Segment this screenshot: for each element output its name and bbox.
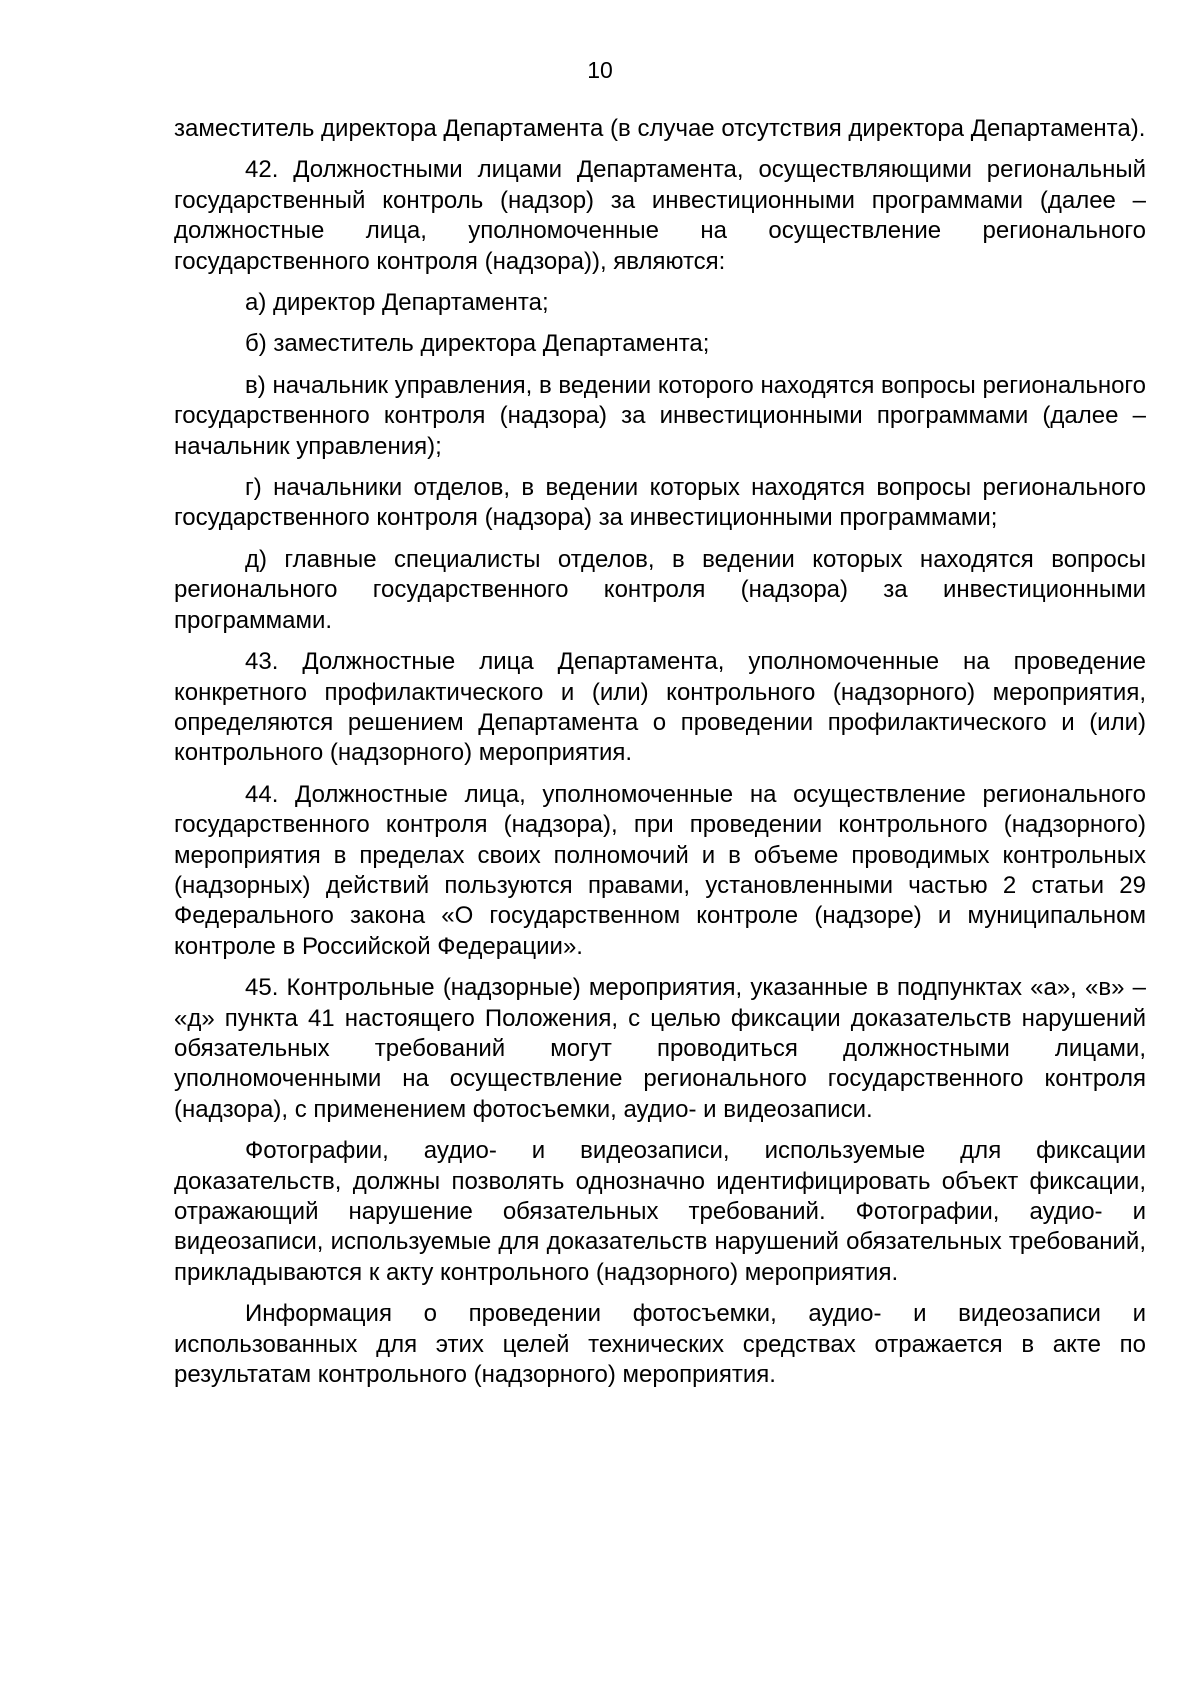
paragraph-45: 45. Контрольные (надзорные) мероприятия, указанные в подпунктах «а», «в» – «д» пункта 41 настоящего Положения, с целью фиксации доказательств нарушений обязательных требований могут проводиться должностными лицами, уполномоченными на осуществление регионального государственного контроля (надзора), с применением фотосъемки, аудио- и видеозаписи. — [174, 974, 1146, 1123]
paragraph-43: 43. Должностные лица Департамента, уполномоченные на проведение конкретного профилактического и (или) контрольного (надзорного) мероприятия, определяются решением Департамента о проведении профилактического и (или) контрольного (надзорного) мероприятия. — [174, 648, 1146, 767]
paragraph-44: 44. Должностные лица, уполномоченные на осуществление регионального государственного контроля (надзора), при проведении контрольного (надзорного) мероприятия в пределах своих полномочий и в объеме проводимых контрольных (надзорных) действий пользуются правами, установленными частью 2 статьи 29 Федерального закона «О государственном контроле (надзоре) и муниципальном контроле в Российской Федерации». — [174, 780, 1146, 960]
paragraph-42-item-b: б) заместитель директора Департамента; — [245, 330, 710, 358]
paragraph-42-item-a: а) директор Департамента; — [245, 289, 549, 317]
paragraph-45-photos: Фотографии, аудио- и видеозаписи, используемые для фиксации доказательств, должны позволять однозначно идентифицировать объект фиксации, отражающий нарушение обязательных требований. Фотографии, аудио- и видеозаписи, используемые для доказательств нарушений обязательных требований, прикладываются к акту контрольного (надзорного) мероприятия. — [174, 1137, 1146, 1286]
page-number: 10 — [587, 57, 613, 83]
paragraph-41-continuation: заместитель директора Департамента (в случае отсутствия директора Департамента). — [174, 115, 1146, 142]
paragraph-42-item-g: г) начальники отделов, в ведении которых находятся вопросы регионального государственного контроля (надзора) за инвестиционными программами; — [174, 474, 1146, 532]
paragraph-42: 42. Должностными лицами Департамента, осуществляющими региональный государственный контроль (надзор) за инвестиционными программами (далее – должностные лица, уполномоченные на осуществление регионального государственного контроля (надзора)), являются: — [174, 156, 1146, 275]
document-body — [174, 114, 1146, 1390]
paragraph-45-information: Информация о проведении фотосъемки, аудио- и видеозаписи и использованных для этих целей технических средствах отражается в акте по результатам контрольного (надзорного) мероприятия. — [174, 1300, 1146, 1389]
paragraph-42-item-d: д) главные специалисты отделов, в ведении которых находятся вопросы регионального государственного контроля (надзора) за инвестиционными программами. — [174, 545, 1146, 634]
paragraph-42-item-v: в) начальник управления, в ведении которого находятся вопросы регионального государственного контроля (надзора) за инвестиционными программами (далее – начальник управления); — [174, 371, 1146, 460]
